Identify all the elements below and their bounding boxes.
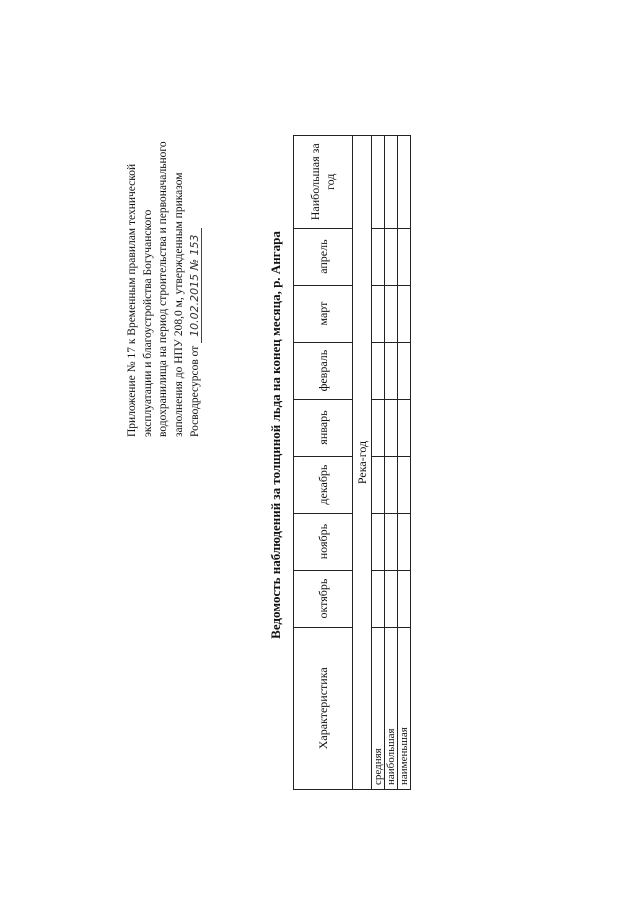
- river-year-row: [353, 136, 372, 790]
- table-cell: [372, 136, 385, 229]
- appendix-note: [125, 77, 204, 437]
- header-month-december: декабрь: [294, 456, 353, 513]
- table-cell: [385, 342, 398, 399]
- table-cell: [372, 570, 385, 627]
- table-cell: [398, 513, 411, 570]
- appendix-line-5: [187, 77, 204, 437]
- table-cell: [372, 285, 385, 342]
- appendix-line-4: заполнения до НПУ 208,0 м, утвержденным приказом: [172, 172, 185, 437]
- appendix-line-5-text: Росводресурсов от: [189, 345, 201, 437]
- table-cell: [398, 570, 411, 627]
- table-cell: [398, 399, 411, 456]
- table-cell: [385, 513, 398, 570]
- appendix-line-1: Приложение № 17 к Временным правилам технической: [126, 163, 138, 437]
- table-cell: [372, 456, 385, 513]
- header-characteristic: Характеристика: [294, 627, 353, 789]
- table-cell: [398, 342, 411, 399]
- table-cell: [372, 513, 385, 570]
- row-label-max: наибольшая: [385, 627, 398, 789]
- header-month-march: март: [294, 285, 353, 342]
- header-max-year: Наибольшая за год: [294, 136, 353, 229]
- table-cell: [398, 228, 411, 285]
- table-cell: [398, 136, 411, 229]
- header-month-october: октябрь: [294, 570, 353, 627]
- table-cell: [385, 570, 398, 627]
- table-cell: [398, 456, 411, 513]
- table-row: [372, 136, 385, 790]
- header-month-january: январь: [294, 399, 353, 456]
- document-title: Ведомость наблюдений за толщиной льда на конец месяца, р. Ангара: [268, 231, 283, 639]
- table-cell: [372, 228, 385, 285]
- table-cell: [385, 285, 398, 342]
- table-cell: [372, 399, 385, 456]
- row-label-mean: средняя: [372, 627, 385, 789]
- table-cell: [385, 228, 398, 285]
- river-year-label: Река-год: [353, 136, 372, 790]
- handwritten-signature: 10.02.2015 № 153: [188, 228, 202, 342]
- table-header-row: [294, 136, 353, 790]
- table-cell: [385, 136, 398, 229]
- header-month-november: ноябрь: [294, 513, 353, 570]
- appendix-line-3: водохранилища на период строительства и первоначального: [157, 141, 169, 437]
- header-month-february: февраль: [294, 342, 353, 399]
- table-row: [398, 136, 411, 790]
- appendix-line-2: эксплуатации и благоустройства Богучанского: [141, 209, 154, 437]
- header-month-april: апрель: [294, 228, 353, 285]
- table-cell: [385, 399, 398, 456]
- table-cell: [385, 456, 398, 513]
- table-cell: [372, 342, 385, 399]
- table-row: [385, 136, 398, 790]
- table-cell: [398, 285, 411, 342]
- ice-thickness-table: [293, 135, 411, 790]
- row-label-min: наименьшая: [398, 627, 411, 789]
